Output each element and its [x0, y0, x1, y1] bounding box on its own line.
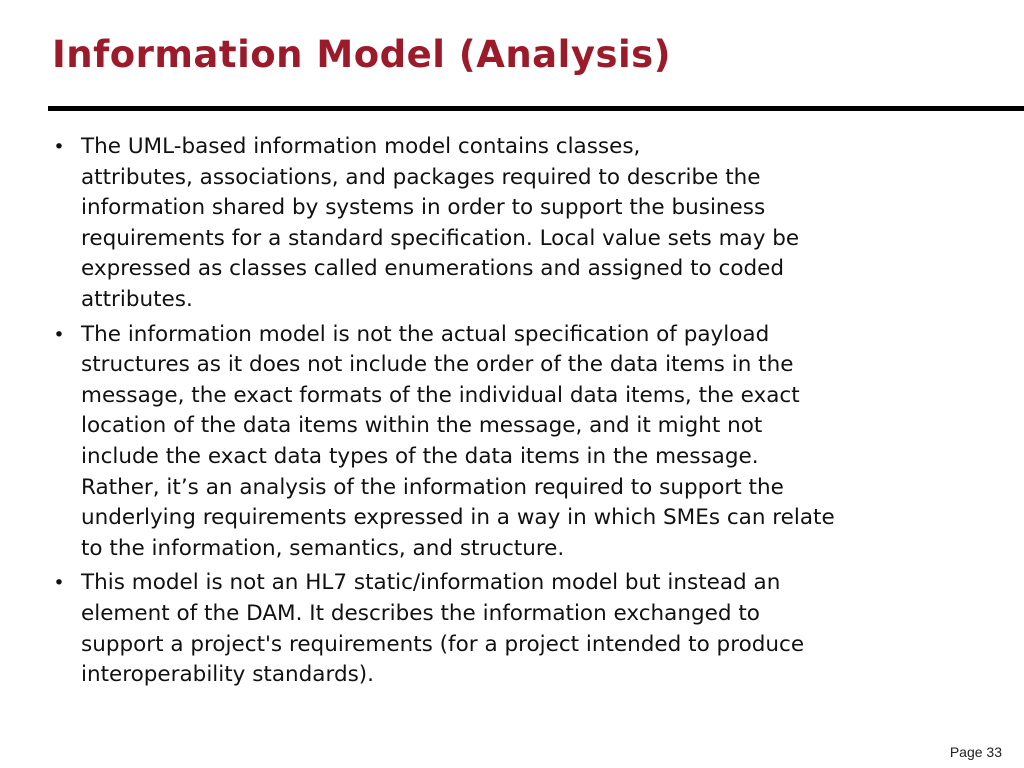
bullet-line: attributes.	[81, 286, 193, 312]
bullet-dot-icon: •	[53, 136, 65, 158]
bullet-dot-icon: •	[53, 323, 65, 346]
bullet-line: underlying requirements expressed in a way in which SMEs can relate	[81, 505, 835, 531]
bullet-line: information shared by systems in order to support the business	[81, 195, 766, 221]
page-number: Page 33	[949, 744, 1002, 760]
bullet-line: include the exact data types of the data items in the message.	[81, 443, 759, 469]
bullet-list	[52, 132, 992, 695]
bullet-line: expressed as classes called enumerations and assigned to coded	[81, 256, 785, 282]
bullet-line: This model is not an HL7 static/information model but instead an	[81, 570, 781, 596]
bullet-line: support a project's requirements (for a project intended to produce	[81, 631, 805, 657]
slide-title: Information Model (Analysis)	[52, 33, 672, 76]
bullet-dot-icon: •	[53, 572, 65, 595]
bullet-item	[52, 320, 992, 565]
bullet-line: message, the exact formats of the individual data items, the exact	[81, 382, 800, 408]
bullet-line: structures as it does not include the order of the data items in the	[81, 352, 794, 378]
bullet-line: attributes, associations, and packages required to describe the	[81, 164, 761, 190]
bullet-line: The UML-based information model contains classes,	[81, 134, 641, 159]
bullet-line: The information model is not the actual specification of payload	[81, 321, 770, 347]
bullet-item	[52, 132, 992, 316]
bullet-line: to the information, semantics, and structure.	[81, 535, 565, 561]
bullet-line: interoperability standards).	[81, 662, 375, 688]
bullet-line: location of the data items within the message, and it might not	[81, 413, 763, 439]
bullet-item	[52, 568, 992, 690]
bullet-line: Rather, it’s an analysis of the information required to support the	[81, 474, 784, 500]
bullet-line: requirements for a standard specification. Local value sets may be	[81, 225, 800, 251]
bullet-line: element of the DAM. It describes the information exchanged to	[81, 600, 760, 626]
title-divider	[48, 106, 1024, 111]
